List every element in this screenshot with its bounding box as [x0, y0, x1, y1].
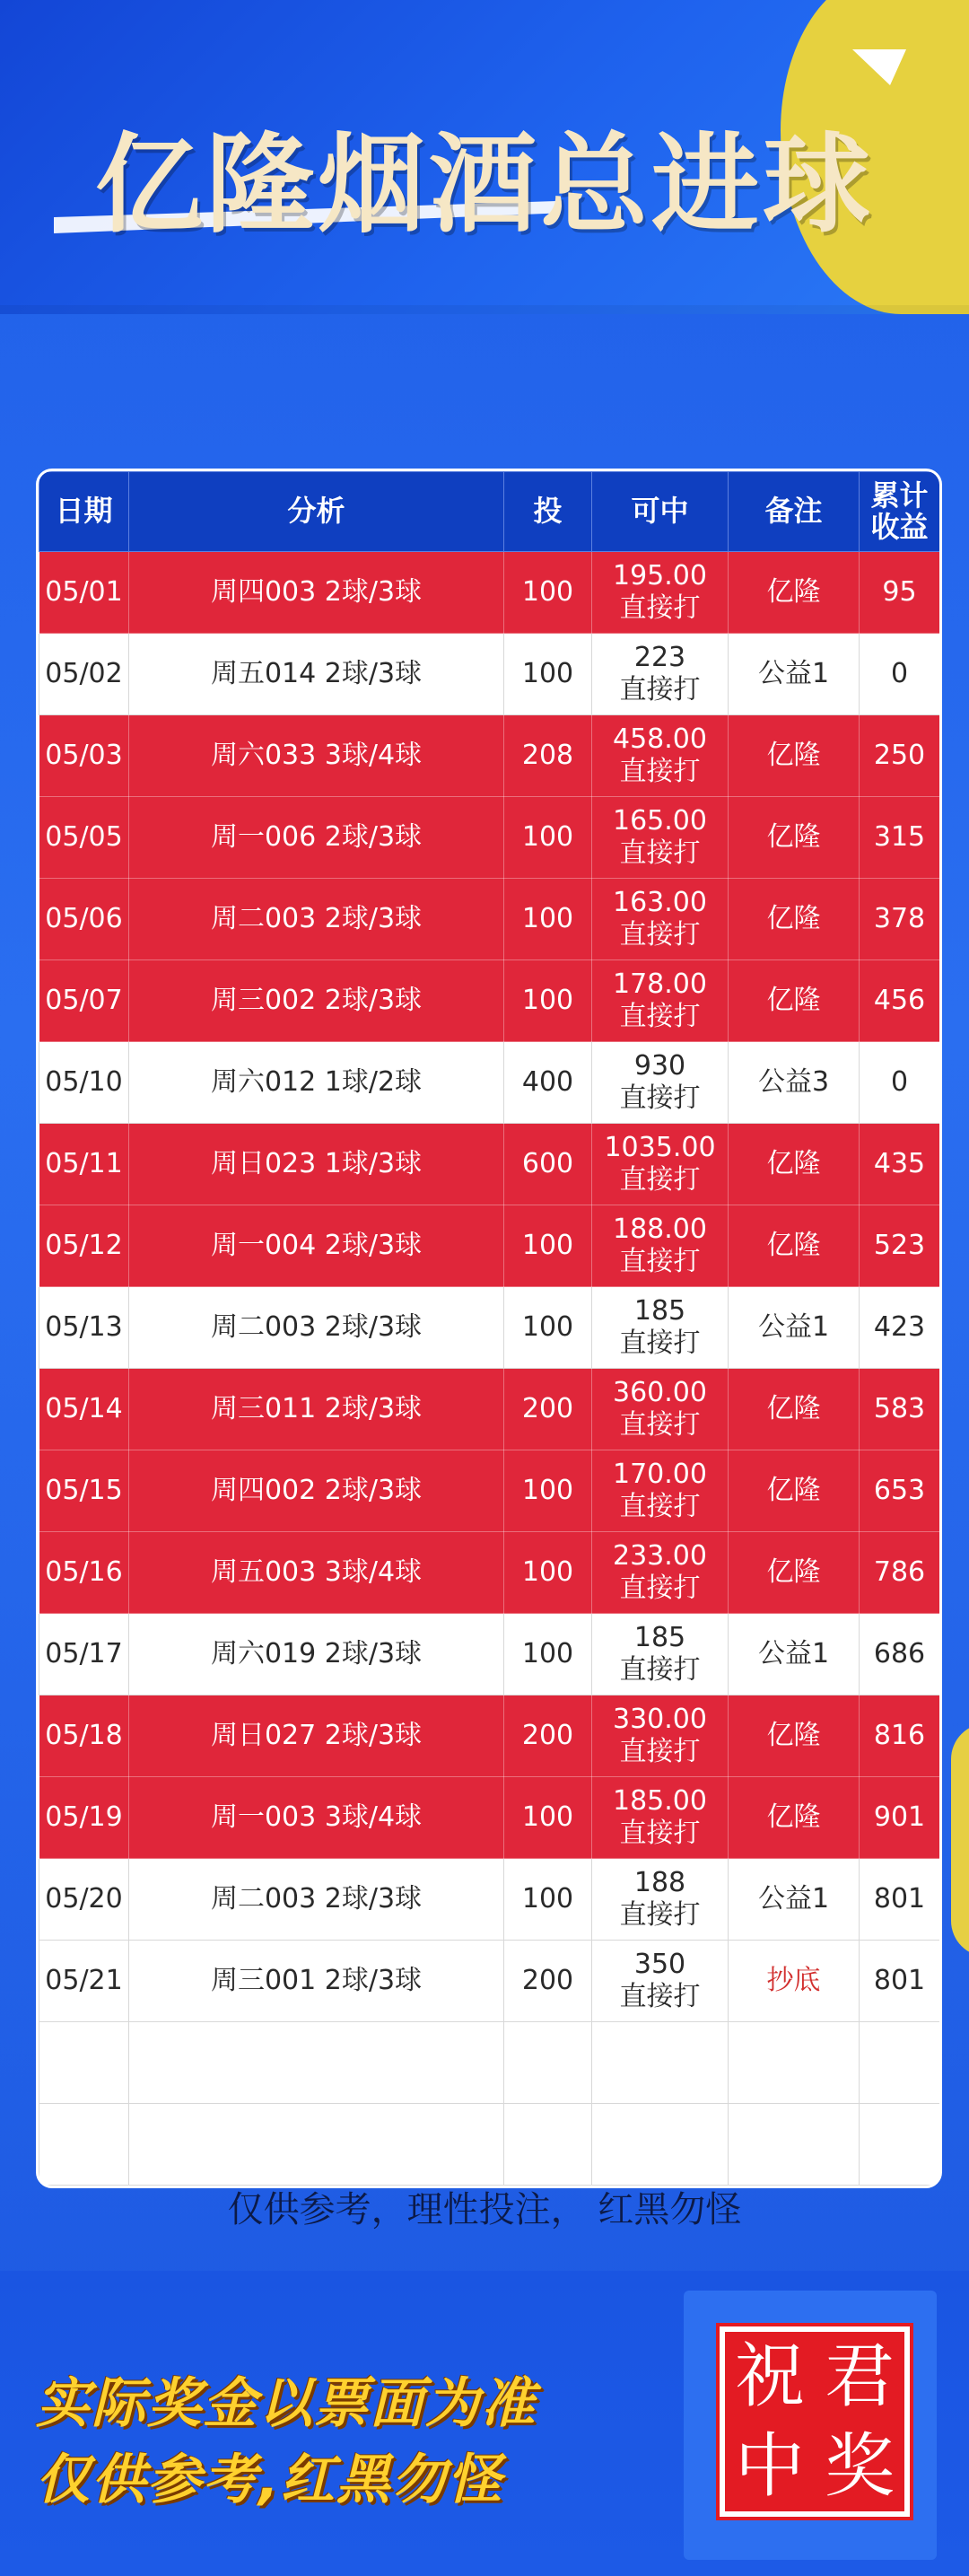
- payout-method: 直接打: [619, 1001, 701, 1032]
- cell-note: 公益1: [729, 634, 860, 715]
- seal-char: 奖: [824, 2426, 895, 2507]
- cell-analysis: 周三002 2球/3球: [129, 960, 504, 1042]
- cell-analysis: 周五014 2球/3球: [129, 634, 504, 715]
- cell-payout: [592, 1614, 729, 1695]
- cell-analysis: 周四002 2球/3球: [129, 1450, 504, 1532]
- cell-note: 公益1: [729, 1859, 860, 1941]
- cell-payout: [592, 1859, 729, 1941]
- payout-amount: 1035.00: [604, 1132, 716, 1163]
- cell-analysis: 周二003 2球/3球: [129, 1859, 504, 1941]
- cell-date: 05/18: [39, 1695, 129, 1777]
- cell-bet: 200: [504, 1941, 592, 2022]
- payout-amount: 170.00: [613, 1459, 707, 1490]
- cell-analysis: 周一003 3球/4球: [129, 1777, 504, 1859]
- cell-analysis: 周一006 2球/3球: [129, 797, 504, 879]
- table-row: [39, 552, 940, 634]
- cell-payout: [592, 1124, 729, 1205]
- payout-amount: 178.00: [613, 968, 707, 1000]
- cell-analysis: 周日023 1球/3球: [129, 1124, 504, 1205]
- empty-cell: [729, 2104, 860, 2186]
- empty-cell: [592, 2104, 729, 2186]
- cell-bet: 100: [504, 1450, 592, 1532]
- payout-amount: 185.00: [613, 1785, 707, 1817]
- table-row: [39, 1369, 940, 1450]
- cell-bet: 100: [504, 1614, 592, 1695]
- cell-payout: [592, 1941, 729, 2022]
- payout-method: 直接打: [619, 1409, 701, 1441]
- seal-char: 祝: [734, 2336, 805, 2417]
- payout-method: 直接打: [619, 1327, 701, 1359]
- cell-bet: 100: [504, 1777, 592, 1859]
- stamp-panel: [684, 2291, 937, 2560]
- table-row: [39, 1205, 940, 1287]
- cell-note: 亿隆: [729, 1777, 860, 1859]
- payout-method: 直接打: [619, 1164, 701, 1196]
- table-row: [39, 1695, 940, 1777]
- payout-method: 直接打: [619, 837, 701, 869]
- cell-note: 亿隆: [729, 1450, 860, 1532]
- cell-cumulative: 686: [860, 1614, 940, 1695]
- cell-analysis: 周二003 2球/3球: [129, 879, 504, 960]
- payout-method: 直接打: [619, 1899, 701, 1931]
- payout-method: 直接打: [619, 592, 701, 624]
- cell-payout: [592, 1205, 729, 1287]
- seal-char: 君: [824, 2336, 895, 2417]
- cell-payout: [592, 552, 729, 634]
- cell-cumulative: 378: [860, 879, 940, 960]
- empty-cell: [129, 2022, 504, 2104]
- cell-date: 05/02: [39, 634, 129, 715]
- empty-row: [39, 2104, 940, 2186]
- cell-date: 05/13: [39, 1287, 129, 1369]
- slogan-line-1: 实际奖金以票面为准: [36, 2372, 537, 2435]
- payout-method: 直接打: [619, 1736, 701, 1767]
- cell-note: 亿隆: [729, 797, 860, 879]
- empty-cell: [860, 2022, 940, 2104]
- empty-cell: [729, 2022, 860, 2104]
- payout-amount: 233.00: [613, 1540, 707, 1572]
- cell-cumulative: 315: [860, 797, 940, 879]
- empty-cell: [129, 2104, 504, 2186]
- table-row: [39, 1124, 940, 1205]
- cell-payout: [592, 960, 729, 1042]
- cell-note: 亿隆: [729, 1205, 860, 1287]
- cell-note: 公益1: [729, 1287, 860, 1369]
- empty-cell: [39, 2022, 129, 2104]
- disclaimer-text: 仅供参考，理性投注， 红黑勿怪: [227, 2189, 742, 2230]
- cell-cumulative: 0: [860, 1042, 940, 1124]
- empty-cell: [504, 2104, 592, 2186]
- footer-banner: [0, 2271, 969, 2576]
- column-header-analysis: 分析: [129, 472, 504, 552]
- table-header-row: [39, 472, 940, 552]
- payout-amount: 350: [633, 1949, 686, 1980]
- cell-note: 亿隆: [729, 1124, 860, 1205]
- cell-note: 亿隆: [729, 960, 860, 1042]
- payout-method: 直接打: [619, 756, 701, 787]
- table-row: [39, 1287, 940, 1369]
- payout-amount: 195.00: [613, 560, 707, 591]
- good-luck-seal: [720, 2326, 910, 2517]
- cell-cumulative: 901: [860, 1777, 940, 1859]
- payout-amount: 185: [633, 1622, 686, 1653]
- header-divider: [0, 305, 969, 314]
- cell-note: 亿隆: [729, 1532, 860, 1614]
- cell-payout: [592, 1695, 729, 1777]
- cell-date: 05/19: [39, 1777, 129, 1859]
- cell-note: 亿隆: [729, 715, 860, 797]
- payout-method: 直接打: [619, 1491, 701, 1522]
- cell-date: 05/10: [39, 1042, 129, 1124]
- payout-method: 直接打: [619, 1818, 701, 1849]
- cell-cumulative: 456: [860, 960, 940, 1042]
- cell-analysis: 周三011 2球/3球: [129, 1369, 504, 1450]
- column-header-date: 日期: [39, 472, 129, 552]
- table-row: [39, 1859, 940, 1941]
- payout-amount: 223: [633, 642, 686, 673]
- slogan-line-2: 仅供参考,红黑勿怪: [36, 2449, 503, 2511]
- decorative-yellow-tab: [951, 1723, 969, 1957]
- cell-analysis: 周二003 2球/3球: [129, 1287, 504, 1369]
- payout-amount: 163.00: [613, 887, 707, 918]
- cell-analysis: 周一004 2球/3球: [129, 1205, 504, 1287]
- cell-bet: 100: [504, 1287, 592, 1369]
- cell-cumulative: 435: [860, 1124, 940, 1205]
- payout-method: 直接打: [619, 1573, 701, 1604]
- table-row: [39, 1532, 940, 1614]
- cell-bet: 208: [504, 715, 592, 797]
- payout-method: 直接打: [619, 1654, 701, 1686]
- cell-bet: 400: [504, 1042, 592, 1124]
- cell-date: 05/03: [39, 715, 129, 797]
- cell-cumulative: 250: [860, 715, 940, 797]
- cell-analysis: 周日027 2球/3球: [129, 1695, 504, 1777]
- cell-bet: 100: [504, 960, 592, 1042]
- cell-cumulative: 653: [860, 1450, 940, 1532]
- table-row: [39, 1777, 940, 1859]
- cell-date: 05/17: [39, 1614, 129, 1695]
- cell-cumulative: 95: [860, 552, 940, 634]
- empty-cell: [860, 2104, 940, 2186]
- cell-date: 05/14: [39, 1369, 129, 1450]
- page-title: 亿隆烟酒总进球: [95, 123, 874, 248]
- table-row: [39, 1042, 940, 1124]
- cell-analysis: 周六033 3球/4球: [129, 715, 504, 797]
- cell-date: 05/01: [39, 552, 129, 634]
- cell-bet: 100: [504, 1205, 592, 1287]
- cell-note: 亿隆: [729, 879, 860, 960]
- cell-date: 05/21: [39, 1941, 129, 2022]
- payout-method: 直接打: [619, 674, 701, 705]
- table-row: [39, 879, 940, 960]
- cell-bet: 200: [504, 1695, 592, 1777]
- cell-bet: 100: [504, 797, 592, 879]
- cell-bet: 100: [504, 1859, 592, 1941]
- cell-payout: [592, 715, 729, 797]
- cell-payout: [592, 1042, 729, 1124]
- cell-date: 05/16: [39, 1532, 129, 1614]
- cell-date: 05/05: [39, 797, 129, 879]
- seal-char: 中: [734, 2426, 805, 2507]
- cell-analysis: 周三001 2球/3球: [129, 1941, 504, 2022]
- cell-bet: 100: [504, 879, 592, 960]
- payout-amount: 458.00: [613, 723, 707, 755]
- table-row: [39, 960, 940, 1042]
- payout-amount: 360.00: [613, 1377, 707, 1408]
- column-header-note: 备注: [729, 472, 860, 552]
- table-row: [39, 1941, 940, 2022]
- table-row: [39, 715, 940, 797]
- cell-note: 亿隆: [729, 552, 860, 634]
- column-header-payout: 可中: [592, 472, 729, 552]
- cell-bet: 600: [504, 1124, 592, 1205]
- table-row: [39, 634, 940, 715]
- cell-note: 公益1: [729, 1614, 860, 1695]
- table-row: [39, 1614, 940, 1695]
- payout-amount: 165.00: [613, 805, 707, 837]
- cell-cumulative: 583: [860, 1369, 940, 1450]
- empty-cell: [39, 2104, 129, 2186]
- cell-analysis: 周五003 3球/4球: [129, 1532, 504, 1614]
- table-row: [39, 1450, 940, 1532]
- cell-payout: [592, 1287, 729, 1369]
- results-table: [36, 469, 942, 2188]
- header-banner: [0, 0, 969, 314]
- cell-payout: [592, 1369, 729, 1450]
- payout-method: 直接打: [619, 1082, 701, 1114]
- cell-analysis: 周四003 2球/3球: [129, 552, 504, 634]
- cell-bet: 200: [504, 1369, 592, 1450]
- column-header-bet: 投: [504, 472, 592, 552]
- cell-note: 亿隆: [729, 1695, 860, 1777]
- cell-date: 05/15: [39, 1450, 129, 1532]
- column-header-cumulative: 累计 收益: [860, 472, 940, 552]
- cell-date: 05/11: [39, 1124, 129, 1205]
- cell-bet: 100: [504, 634, 592, 715]
- payout-method: 直接打: [619, 1246, 701, 1277]
- cell-note: 公益3: [729, 1042, 860, 1124]
- cell-payout: [592, 634, 729, 715]
- cell-payout: [592, 1777, 729, 1859]
- cell-payout: [592, 879, 729, 960]
- cell-cumulative: 523: [860, 1205, 940, 1287]
- payout-amount: 188: [633, 1867, 686, 1898]
- cell-cumulative: 816: [860, 1695, 940, 1777]
- payout-method: 直接打: [619, 919, 701, 951]
- cell-cumulative: 801: [860, 1859, 940, 1941]
- cell-cumulative: 0: [860, 634, 940, 715]
- payout-amount: 185: [633, 1295, 686, 1327]
- payout-method: 直接打: [619, 1981, 701, 2012]
- cell-note: 亿隆: [729, 1369, 860, 1450]
- cell-cumulative: 801: [860, 1941, 940, 2022]
- table-row: [39, 797, 940, 879]
- empty-cell: [592, 2022, 729, 2104]
- payout-amount: 188.00: [613, 1214, 707, 1245]
- cell-payout: [592, 1450, 729, 1532]
- cell-payout: [592, 797, 729, 879]
- cell-analysis: 周六019 2球/3球: [129, 1614, 504, 1695]
- cell-cumulative: 423: [860, 1287, 940, 1369]
- cell-date: 05/20: [39, 1859, 129, 1941]
- cell-note: 抄底: [729, 1941, 860, 2022]
- payout-amount: 330.00: [613, 1704, 707, 1735]
- cell-date: 05/12: [39, 1205, 129, 1287]
- cell-bet: 100: [504, 1532, 592, 1614]
- cell-cumulative: 786: [860, 1532, 940, 1614]
- empty-cell: [504, 2022, 592, 2104]
- empty-row: [39, 2022, 940, 2104]
- cell-analysis: 周六012 1球/2球: [129, 1042, 504, 1124]
- payout-amount: 930: [633, 1050, 686, 1082]
- cell-date: 05/06: [39, 879, 129, 960]
- cell-payout: [592, 1532, 729, 1614]
- cell-date: 05/07: [39, 960, 129, 1042]
- cell-bet: 100: [504, 552, 592, 634]
